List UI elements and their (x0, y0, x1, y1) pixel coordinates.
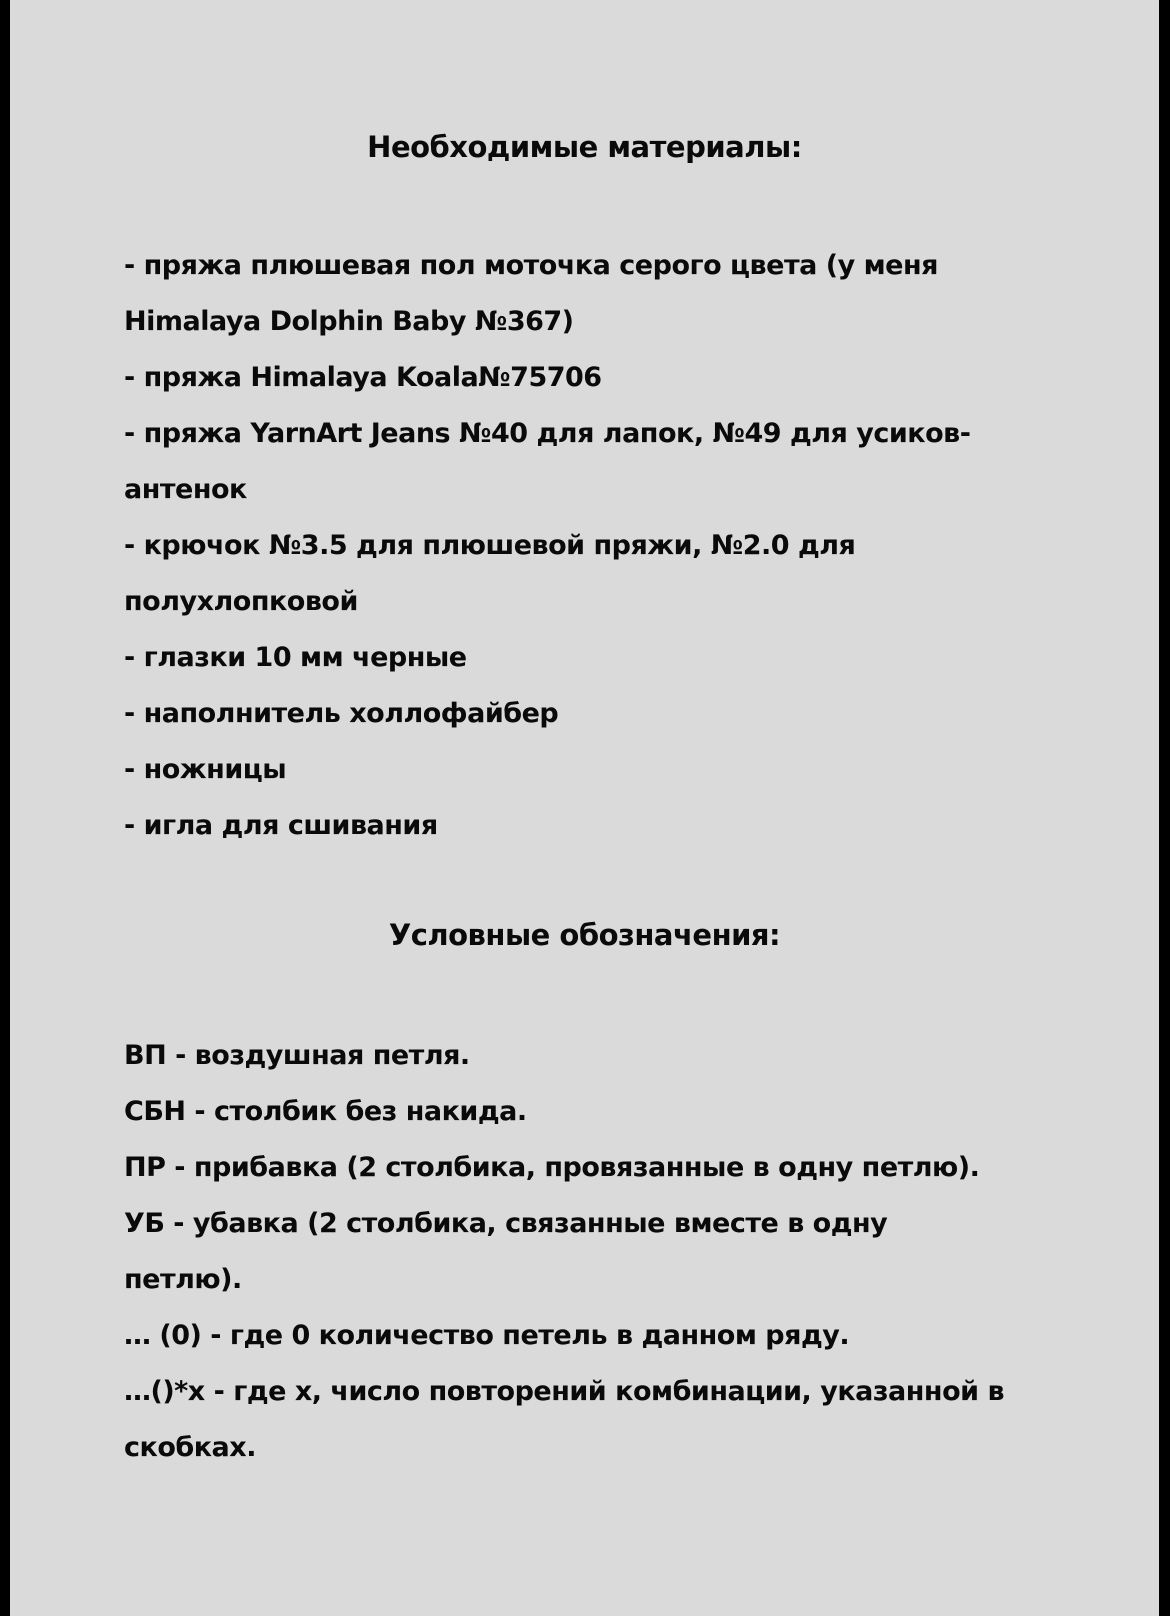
materials-line: - наполнитель холлофайбер (124, 698, 559, 729)
materials-line: - игла для сшивания (124, 810, 438, 841)
materials-line: - пряжа YarnArt Jeans №40 для лапок, №49 для усиков- (124, 418, 971, 449)
materials-heading: Необходимые материалы: (367, 130, 802, 164)
materials-line: - пряжа Himalaya Koala№75706 (124, 362, 602, 393)
materials-list (124, 238, 1124, 854)
legend-line: СБН - столбик без накида. (124, 1096, 527, 1127)
legend-list (124, 1028, 1124, 1476)
materials-line: полухлопковой (124, 586, 358, 617)
materials-line: - крючок №3.5 для плюшевой пряжи, №2.0 для (124, 530, 856, 561)
legend-heading: Условные обозначения: (388, 918, 781, 952)
legend-line: скобках. (124, 1432, 256, 1463)
materials-line: - глазки 10 мм черные (124, 642, 467, 673)
legend-line: петлю). (124, 1264, 242, 1295)
legend-line: … (0) - где 0 количество петель в данном ряду. (124, 1320, 850, 1351)
legend-line: …()*х - где х, число повторений комбинации, указанной в (124, 1376, 1005, 1407)
materials-line: - пряжа плюшевая пол моточка серого цвета (у меня (124, 250, 938, 281)
materials-line: - ножницы (124, 754, 287, 785)
document-page (10, 0, 1159, 1616)
materials-line: Himalaya Dolphin Baby №367) (124, 306, 574, 337)
legend-line: УБ - убавка (2 столбика, связанные вместе в одну (124, 1208, 888, 1239)
legend-line: ПР - прибавка (2 столбика, провязанные в одну петлю). (124, 1152, 980, 1183)
materials-line: антенок (124, 474, 247, 505)
legend-line: ВП - воздушная петля. (124, 1040, 470, 1071)
